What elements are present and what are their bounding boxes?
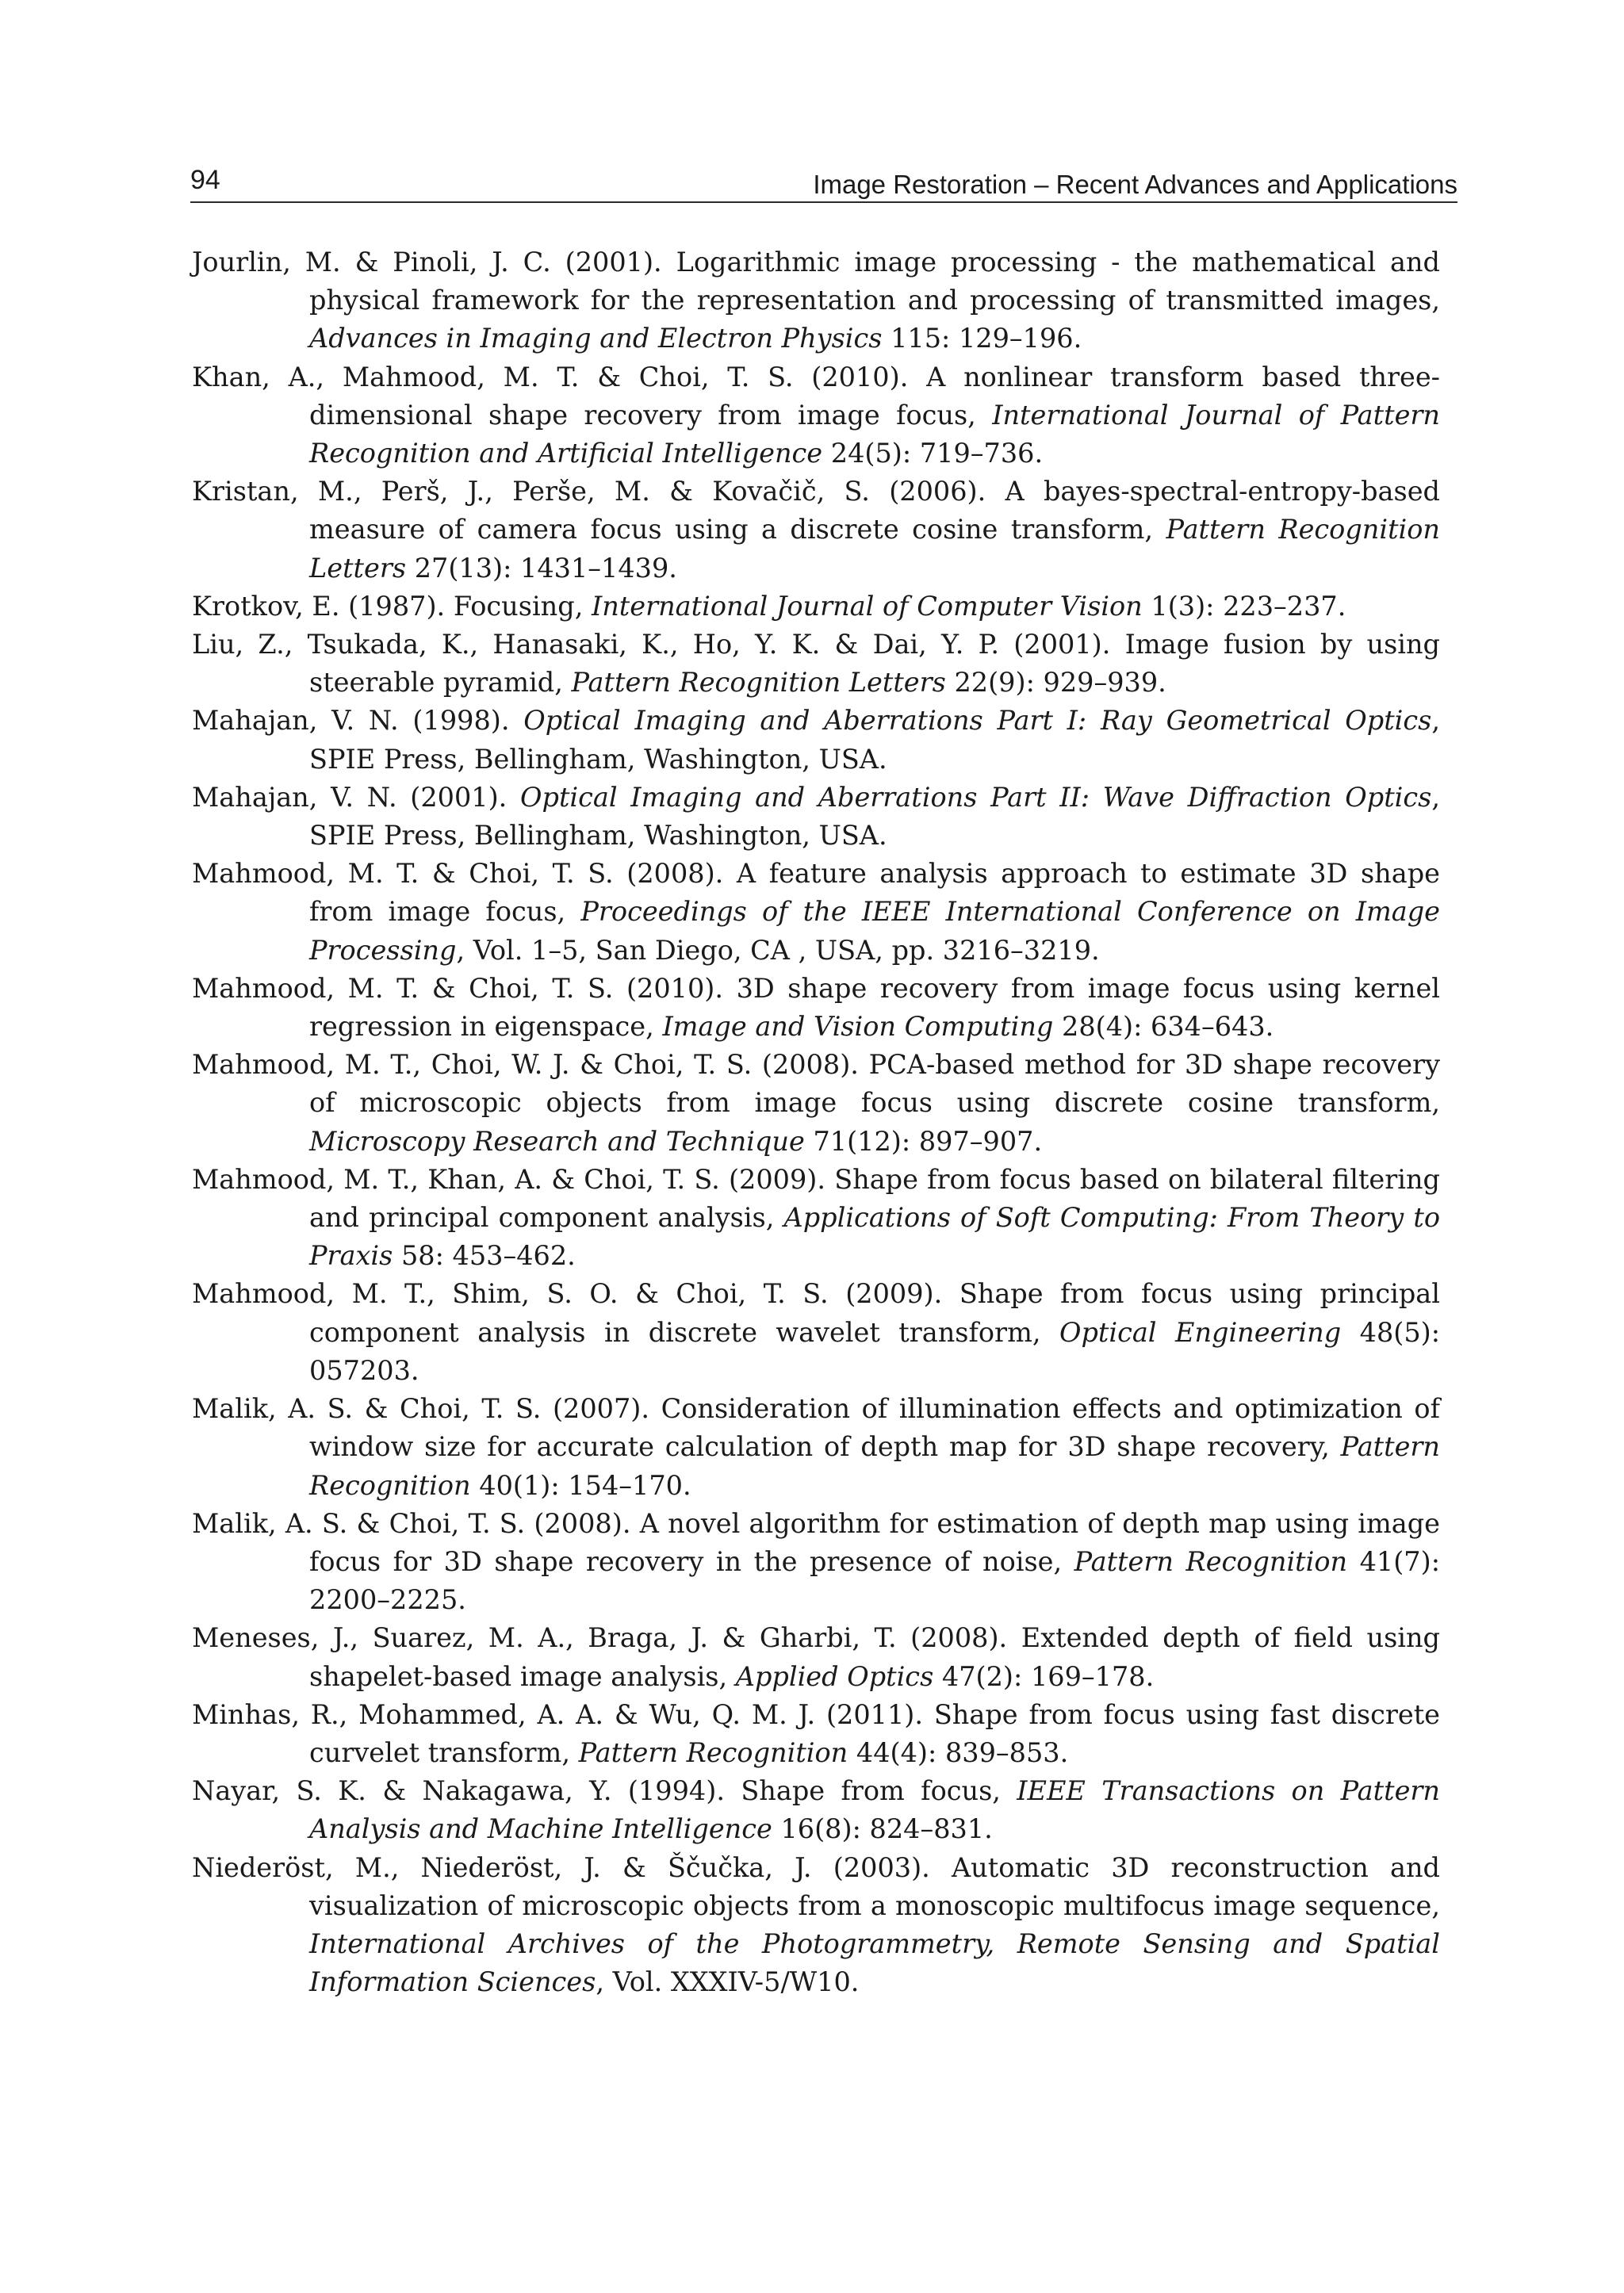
reference-details: 1(3): 223–237.	[1151, 590, 1346, 622]
reference-authors-year: Krotkov, E. (1987).	[192, 590, 446, 622]
reference-details: 44(4): 839–853.	[856, 1736, 1069, 1768]
reference-details: 16(8): 824–831.	[780, 1813, 993, 1845]
reference-venue: Advances in Imaging and Electron Physics	[309, 323, 883, 354]
reference-title: Focusing,	[453, 590, 584, 622]
reference-entry	[192, 702, 1440, 778]
reference-authors-year: Mahmood, M. T. & Choi, T. S. (2010).	[192, 972, 724, 1004]
reference-details: 71(12): 897–907.	[813, 1125, 1043, 1157]
reference-details: , Vol. XXXIV-5/W10.	[596, 1966, 860, 1998]
reference-authors-year: Mahmood, M. T. & Choi, T. S. (2008).	[192, 858, 724, 890]
reference-authors-year: Mahmood, M. T., Shim, S. O. & Choi, T. S. (2009).	[192, 1278, 943, 1310]
reference-authors-year: Nayar, S. K. & Nakagawa, Y. (1994).	[192, 1775, 725, 1807]
reference-title: A bayes-spectral-entropy-based measure of camera focus using a discrete cosine transform,	[309, 476, 1440, 545]
reference-entry	[192, 358, 1440, 473]
reference-title: Consideration of illumination effects and optimization of window size for accurate calculation of depth map for 3D shape recovery,	[309, 1393, 1440, 1463]
reference-authors-year: Niederöst, M., Niederöst, J. & Ščučka, J. (2003).	[192, 1851, 930, 1883]
reference-details: 41(7): 2200–2225.	[309, 1545, 1440, 1616]
reference-venue: Pattern Recognition Letters	[571, 667, 946, 699]
reference-title: A novel algorithm for estimation of depth map using image focus for 3D shape recovery in the presence of noise,	[309, 1507, 1440, 1577]
reference-title: Image fusion by using steerable pyramid,	[309, 629, 1441, 699]
reference-authors-year: Liu, Z., Tsukada, K., Hanasaki, K., Ho, Y. K. & Dai, Y. P. (2001).	[192, 629, 1111, 660]
reference-entry	[192, 1390, 1440, 1505]
reference-title: PCA-based method for 3D shape recovery of microscopic objects from image focus using discrete cosine transform,	[309, 1049, 1440, 1119]
reference-venue: Optical Engineering	[1059, 1316, 1342, 1348]
reference-entry	[192, 1619, 1440, 1695]
reference-title: Logarithmic image processing - the mathematical and physical framework for the representation and processing of transmitted images,	[309, 247, 1440, 316]
reference-authors-year: Mahmood, M. T., Choi, W. J. & Choi, T. S. (2008).	[192, 1049, 859, 1081]
book-title: Image Restoration – Recent Advances and Applications	[813, 170, 1457, 199]
reference-entry	[192, 1275, 1440, 1390]
reference-entry	[192, 970, 1440, 1046]
reference-details: 40(1): 154–170.	[479, 1469, 691, 1501]
reference-venue: Pattern Recognition	[578, 1736, 848, 1768]
reference-title: Shape from focus,	[741, 1775, 1001, 1807]
reference-authors-year: Mahajan, V. N. (2001).	[192, 781, 508, 813]
reference-entry	[192, 588, 1440, 626]
reference-entry	[192, 243, 1440, 358]
reference-authors-year: Malik, A. S. & Choi, T. S. (2008).	[192, 1507, 631, 1539]
reference-authors-year: Mahmood, M. T., Khan, A. & Choi, T. S. (2009).	[192, 1163, 825, 1195]
reference-title: A nonlinear transform based three-dimensional shape recovery from image focus,	[309, 361, 1440, 431]
reference-details: 27(13): 1431–1439.	[414, 552, 677, 584]
reference-details: 28(4): 634–643.	[1062, 1011, 1274, 1043]
reference-authors-year: Jourlin, M. & Pinoli, J. C. (2001).	[192, 247, 662, 278]
reference-details: 47(2): 169–178.	[941, 1660, 1155, 1692]
reference-details: 58: 453–462.	[400, 1240, 576, 1272]
reference-venue: International Archives of the Photogrammetry, Remote Sensing and Spatial Information Sciences	[309, 1927, 1440, 1998]
reference-title: Shape from focus using principal component analysis in discrete wavelet transform,	[309, 1278, 1440, 1348]
reference-details: 115: 129–196.	[891, 323, 1082, 354]
reference-title: Shape from focus based on bilateral filtering and principal component analysis,	[309, 1163, 1440, 1234]
reference-venue: Applied Optics	[735, 1660, 934, 1692]
reference-venue: International Journal of Computer Vision	[592, 590, 1143, 622]
reference-venue: Pattern Recognition	[1074, 1545, 1348, 1577]
reference-title: Extended depth of field using shapelet-based image analysis,	[309, 1622, 1441, 1692]
reference-venue: Microscopy Research and Technique	[309, 1125, 805, 1157]
reference-venue: Pattern Recognition Letters	[309, 514, 1440, 584]
reference-details: 48(5): 057203.	[309, 1316, 1441, 1386]
reference-venue: Proceedings of the IEEE International Conference on Image Processing	[309, 896, 1440, 966]
reference-venue: Optical Imaging and Aberrations Part I: Ray Geometrical Optics	[523, 705, 1432, 737]
reference-title: 3D shape recovery from image focus using kernel regression in eigenspace,	[309, 972, 1441, 1043]
reference-authors-year: Meneses, J., Suarez, M. A., Braga, J. & Gharbi, T. (2008).	[192, 1622, 1008, 1654]
reference-entry	[192, 1046, 1440, 1161]
reference-details: 22(9): 929–939.	[954, 667, 1166, 699]
reference-venue: Optical Imaging and Aberrations Part II: Wave Diffraction Optics	[520, 781, 1432, 813]
reference-entry	[192, 779, 1440, 855]
reference-authors-year: Kristan, M., Perš, J., Perše, M. & Kovačič, S. (2006).	[192, 476, 986, 507]
reference-venue: Pattern Recognition	[309, 1431, 1441, 1501]
reference-title: Automatic 3D reconstruction and visualization of microscopic objects from a monoscopic multifocus image sequence,	[309, 1851, 1440, 1921]
reference-entry	[192, 855, 1440, 970]
reference-venue: Applications of Soft Computing: From Theory to Praxis	[309, 1202, 1440, 1272]
reference-title: Shape from focus using fast discrete curvelet transform,	[309, 1698, 1440, 1768]
running-header	[190, 162, 1457, 203]
reference-authors-year: Minhas, R., Mohammed, A. A. & Wu, Q. M. J. (2011).	[192, 1698, 924, 1730]
reference-entry	[192, 1161, 1440, 1276]
reference-entry	[192, 1696, 1440, 1772]
reference-details: , SPIE Press, Bellingham, Washington, USA.	[309, 705, 1440, 775]
reference-authors-year: Khan, A., Mahmood, M. T. & Choi, T. S. (2010).	[192, 361, 909, 392]
reference-venue: IEEE Transactions on Pattern Analysis and Machine Intelligence	[309, 1775, 1440, 1845]
reference-details: 24(5): 719–736.	[830, 438, 1044, 469]
reference-details: , Vol. 1–5, San Diego, CA , USA, pp. 3216–3219.	[456, 934, 1100, 966]
page-number: 94	[190, 165, 220, 195]
reference-details: , SPIE Press, Bellingham, Washington, USA.	[309, 781, 1441, 852]
reference-venue: International Journal of Pattern Recognition and Artificial Intelligence	[309, 399, 1440, 469]
reference-list	[192, 243, 1440, 2001]
reference-entry	[192, 1505, 1440, 1620]
reference-title: A feature analysis approach to estimate 3D shape from image focus,	[309, 858, 1440, 928]
reference-entry	[192, 1772, 1440, 1848]
reference-entry	[192, 626, 1440, 702]
reference-authors-year: Mahajan, V. N. (1998).	[192, 705, 510, 737]
reference-entry	[192, 473, 1440, 588]
reference-venue: Image and Vision Computing	[662, 1011, 1054, 1043]
reference-entry	[192, 1849, 1440, 2002]
reference-authors-year: Malik, A. S. & Choi, T. S. (2007).	[192, 1393, 650, 1425]
